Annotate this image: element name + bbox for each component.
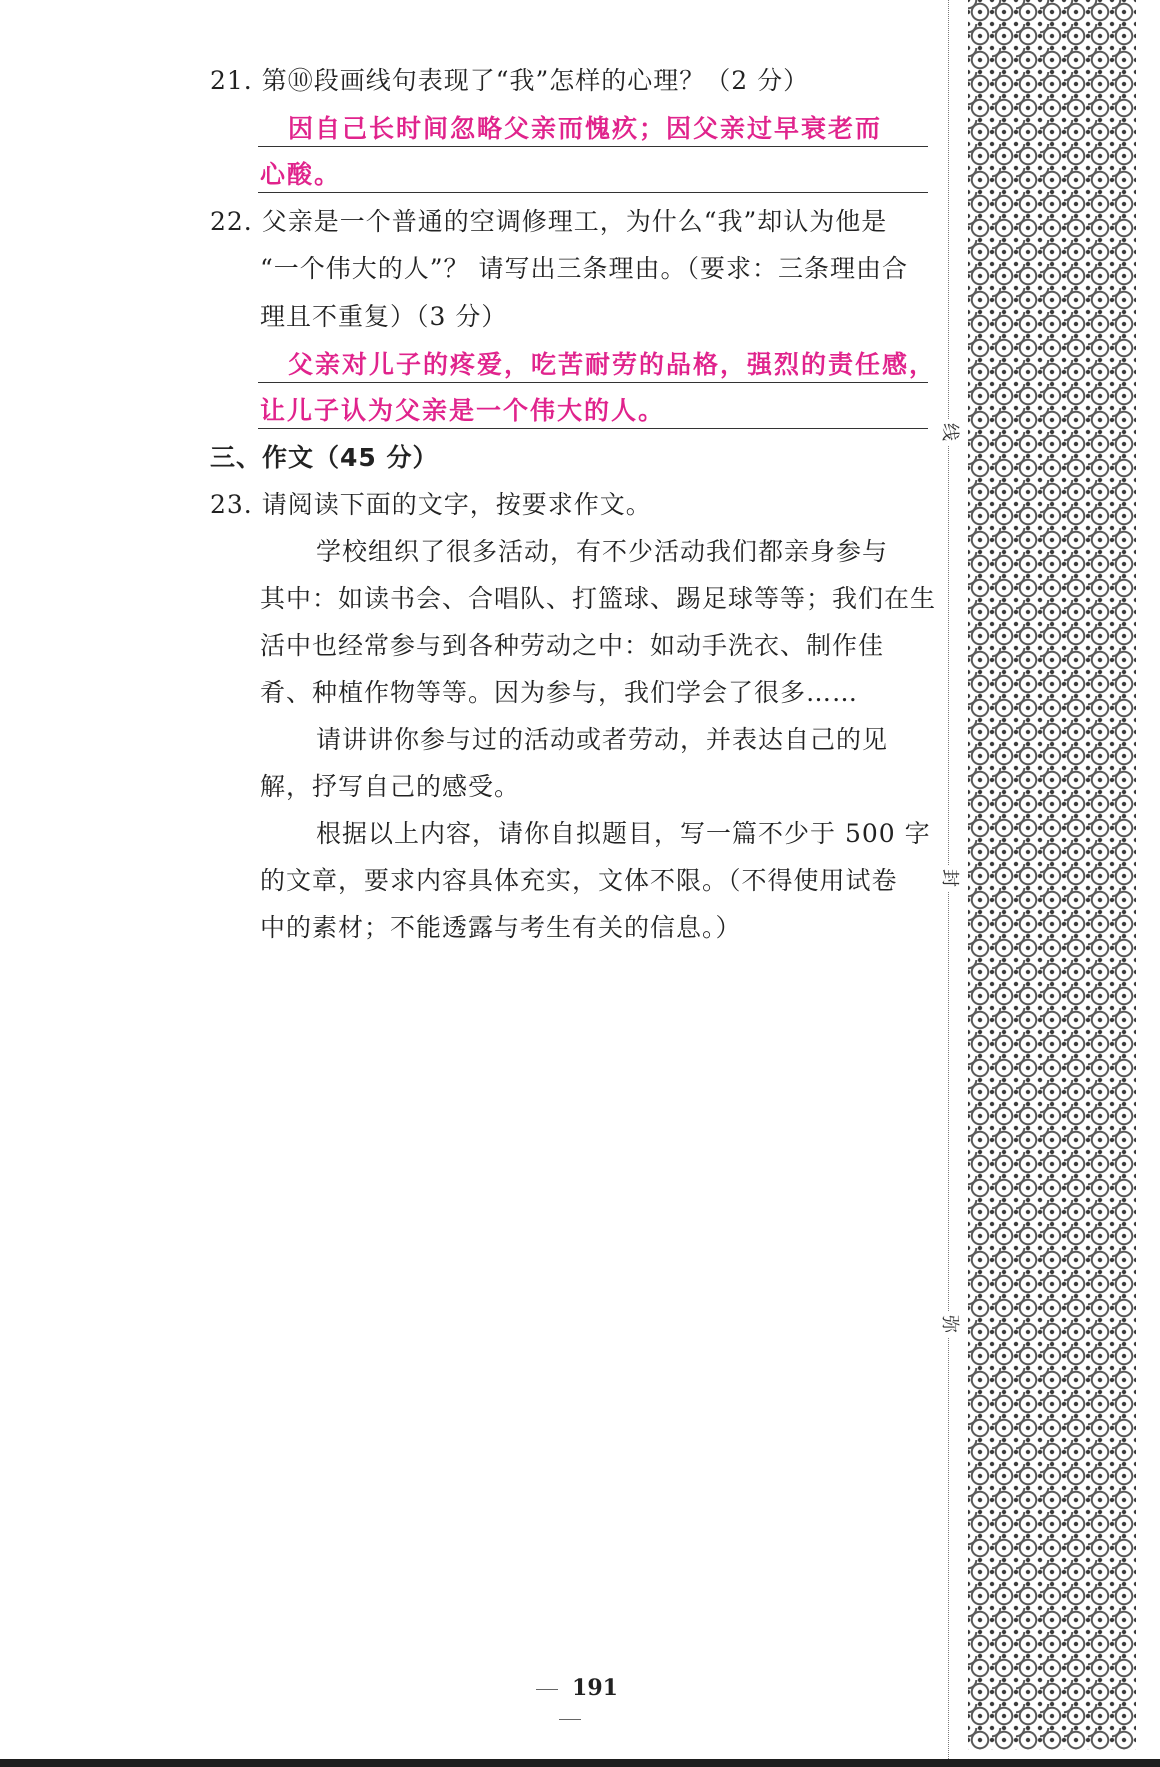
divider bbox=[559, 1719, 581, 1720]
answer-rule bbox=[258, 428, 928, 429]
answer-rule bbox=[258, 382, 928, 383]
section-3-title: 三、作文（45 分） bbox=[210, 443, 439, 472]
answer-rule bbox=[258, 192, 928, 193]
question-21: 21. 第⑩段画线句表现了“我”怎样的心理？（2 分） bbox=[210, 66, 810, 95]
passage-line: 活中也经常参与到各种劳动之中：如动手洗衣、制作佳 bbox=[260, 631, 885, 660]
passage-line: 根据以上内容，请你自拟题目，写一篇不少于 500 字 bbox=[316, 819, 931, 848]
binding-label-mi: 弥 bbox=[937, 1311, 961, 1337]
passage-line: 其中：如读书会、合唱队、打篮球、踢足球等等；我们在生 bbox=[260, 584, 937, 613]
page-margin bbox=[1136, 0, 1160, 1750]
binding-label-feng: 封 bbox=[937, 865, 961, 891]
answer-21-line-2: 心酸。 bbox=[260, 160, 342, 189]
passage-line: 中的素材；不能透露与考生有关的信息。） bbox=[260, 913, 742, 942]
binding-label-xian: 线 bbox=[937, 419, 961, 445]
decorative-pattern-strip bbox=[968, 0, 1136, 1750]
page-number: 191 bbox=[500, 1673, 640, 1733]
passage-line: 解，抒写自己的感受。 bbox=[260, 772, 521, 801]
bottom-bar bbox=[0, 1759, 1160, 1767]
passage-line: 肴、种植作物等等。因为参与，我们学会了很多…… bbox=[260, 678, 859, 707]
question-22-line-3: 理且不重复）（3 分） bbox=[260, 302, 508, 331]
answer-21-line-1: 因自己长时间忽略父亲而愧疚；因父亲过早衰老而 bbox=[288, 114, 883, 143]
answer-rule bbox=[258, 146, 928, 147]
passage-line: 的文章，要求内容具体充实，文体不限。（不得使用试卷 bbox=[260, 866, 898, 895]
passage-line: 请讲讲你参与过的活动或者劳动，并表达自己的见 bbox=[316, 725, 889, 754]
question-23-prompt: 23. 请阅读下面的文字，按要求作文。 bbox=[210, 490, 652, 519]
question-22-line-2: “一个伟大的人”？ 请写出三条理由。（要求：三条理由合 bbox=[260, 254, 909, 283]
divider bbox=[536, 1689, 558, 1690]
answer-22-line-1: 父亲对儿子的疼爱，吃苦耐劳的品格，强烈的责任感， bbox=[288, 350, 937, 379]
question-22-line-1: 22. 父亲是一个普通的空调修理工，为什么“我”却认为他是 bbox=[210, 207, 888, 236]
passage-line: 学校组织了很多活动，有不少活动我们都亲身参与 bbox=[316, 537, 889, 566]
answer-22-line-2: 让儿子认为父亲是一个伟大的人。 bbox=[260, 396, 666, 425]
